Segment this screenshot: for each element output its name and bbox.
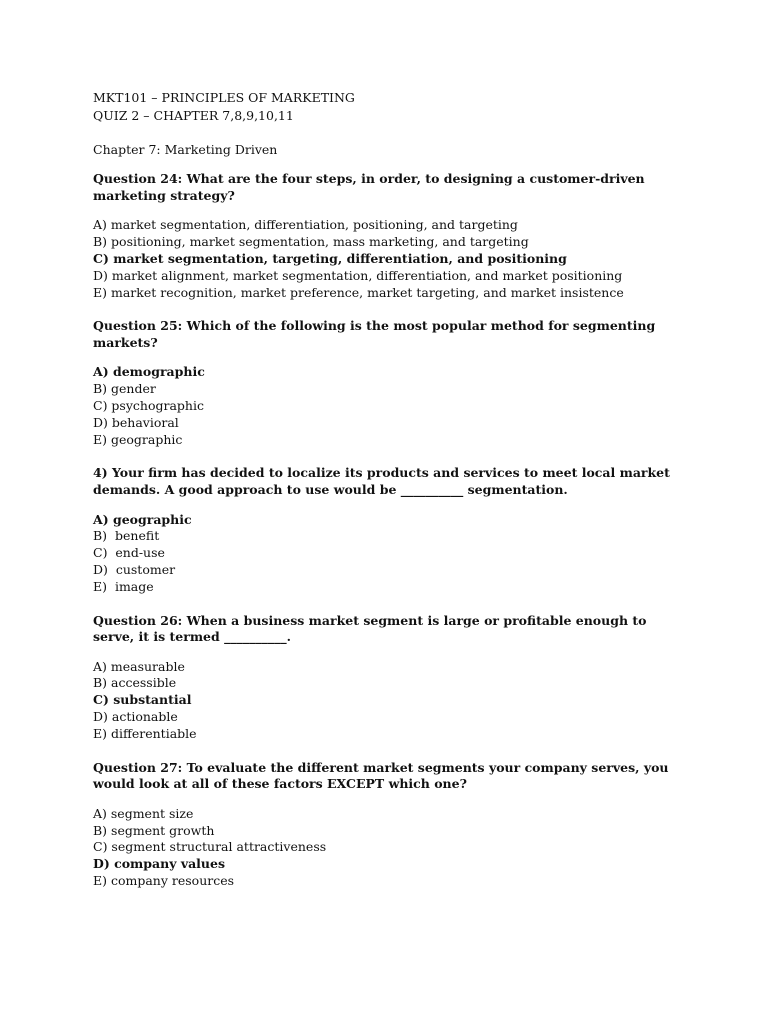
answer-option-correct: C) substantial [93, 692, 192, 708]
answer-option: E) image [93, 578, 154, 594]
question-block [93, 760, 673, 890]
question-text: Question 27: To evaluate the different market segments your company serves, you would look at all of these factors EXCEPT which one? [93, 759, 669, 792]
answer-option-correct: D) company values [93, 856, 226, 872]
quiz-title: QUIZ 2 – CHAPTER 7,8,9,10,11 [93, 108, 294, 123]
question-block [93, 318, 673, 448]
answer-option: E) company resources [93, 872, 235, 888]
answer-option: A) measurable [93, 658, 185, 674]
answer-option: D) customer [93, 561, 176, 577]
answer-option: A) segment size [93, 805, 194, 821]
answer-option: B) gender [93, 381, 156, 397]
answer-option: E) market recognition, market preference, market targeting, and market insistence [93, 284, 624, 300]
question-text: Question 26: When a business market segment is large or profitable enough to serve, it is termed __________. [93, 612, 647, 645]
quiz-header [93, 89, 673, 125]
answer-option: D) market alignment, market segmentation, differentiation, and market positioning [93, 267, 623, 283]
answer-option: D) actionable [93, 709, 178, 725]
question-text: Question 24: What are the four steps, in order, to designing a customer-driven marketing strategy? [93, 171, 645, 204]
answer-option: C) end-use [93, 545, 165, 561]
question-block [93, 613, 673, 743]
answer-option: E) geographic [93, 431, 183, 447]
question-text: Question 25: Which of the following is the most popular method for segmenting markets? [93, 318, 656, 351]
answer-option-correct: A) demographic [93, 364, 205, 380]
quiz-content [93, 89, 673, 890]
answer-option: B) segment growth [93, 822, 215, 838]
answer-option: D) behavioral [93, 414, 179, 430]
answer-option: B) positioning, market segmentation, mass marketing, and targeting [93, 234, 529, 250]
answer-option: C) segment structural attractiveness [93, 839, 327, 855]
answer-option: A) market segmentation, differentiation, positioning, and targeting [93, 217, 518, 233]
answer-option: E) differentiable [93, 725, 197, 741]
question-block [93, 465, 673, 595]
course-title: MKT101 – PRINCIPLES OF MARKETING [93, 90, 355, 105]
answer-option: B) benefit [93, 528, 160, 544]
answer-option-correct: A) geographic [93, 511, 192, 527]
chapter-heading: Chapter 7: Marketing Driven [93, 142, 278, 157]
answer-option: B) accessible [93, 675, 177, 691]
question-block [93, 171, 673, 301]
answer-option-correct: C) market segmentation, targeting, differentiation, and positioning [93, 250, 567, 266]
question-list [93, 171, 673, 889]
question-text: 4) Your firm has decided to localize its products and services to meet local market demands. A good approach to use would be __________ segmentation. [93, 465, 670, 498]
answer-option: C) psychographic [93, 398, 204, 414]
